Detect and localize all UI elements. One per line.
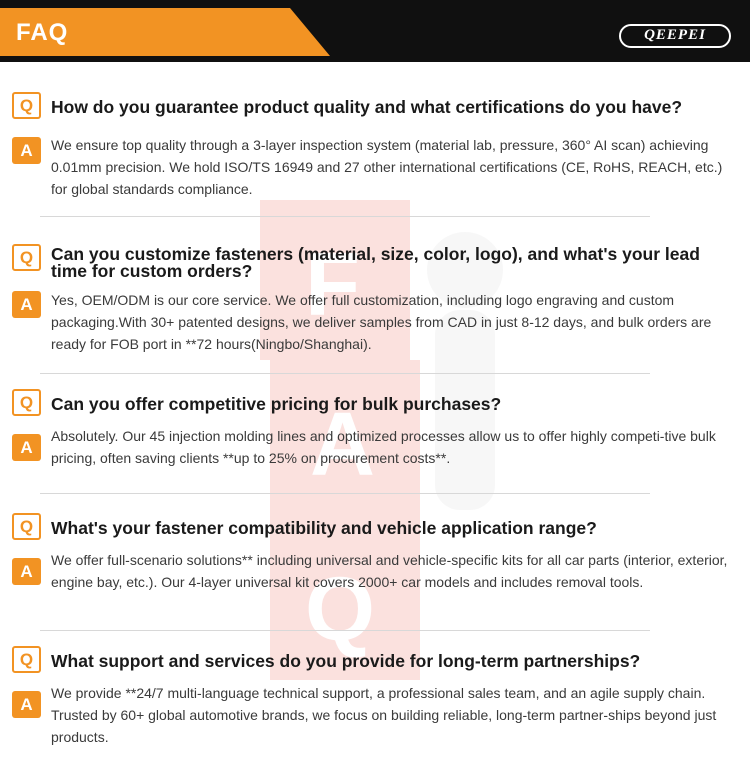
faq-answer: Yes, OEM/ODM is our core service. We offer full customization, including logo engraving and custom packaging.With 30+ patented designs, we deliver samples from CAD in just 8-12 days, and bulk orders are ready for FOB port in **72 hours(Ningbo/Shanghai). xyxy=(51,292,712,352)
divider xyxy=(40,216,650,217)
watermark-letter-a: A xyxy=(310,395,375,495)
faq-question: Can you customize fasteners (material, size, color, logo), and what's your lead time for custom orders? xyxy=(51,244,700,281)
divider xyxy=(40,493,650,494)
watermark-letter-f: F xyxy=(305,235,360,335)
header-bar xyxy=(0,0,750,62)
faq-question: What's your fastener compatibility and vehicle application range? xyxy=(51,518,597,538)
question-badge: Q xyxy=(12,389,41,416)
watermark-letter-q: Q xyxy=(305,560,376,660)
question-badge: Q xyxy=(12,646,41,673)
question-badge: Q xyxy=(12,244,41,271)
brand-logo xyxy=(619,24,731,48)
answer-badge: A xyxy=(12,558,41,585)
divider xyxy=(40,630,650,631)
faq-answer: We offer full-scenario solutions** including universal and vehicle-specific kits for all car parts (interior, exterior, engine bay, etc.). Our 4-layer universal kit covers 2000+ car models and includes removal tools. xyxy=(51,552,728,590)
faq-question: How do you guarantee product quality and what certifications do you have? xyxy=(51,97,683,117)
brand-logo-text: QEEPEI xyxy=(644,27,706,43)
answer-badge: A xyxy=(12,137,41,164)
answer-badge: A xyxy=(12,291,41,318)
answer-badge: A xyxy=(12,434,41,461)
page-title: FAQ xyxy=(16,19,69,46)
faq-answer: We ensure top quality through a 3-layer inspection system (material lab, pressure, 360° AI scan) achieving 0.01mm precision. We hold ISO/TS 16949 and 27 other international certifications (CE, RoHS, REACH, etc.) for global standards compliance. xyxy=(51,137,723,197)
divider xyxy=(40,373,650,374)
faq-question: Can you offer competitive pricing for bulk purchases? xyxy=(51,394,502,414)
faq-answer: Absolutely. Our 45 injection molding lines and optimized processes allow us to offer highly competi-tive bulk pricing, often saving clients **up to 25% on procurement costs**. xyxy=(51,428,716,466)
question-badge: Q xyxy=(12,513,41,540)
answer-badge: A xyxy=(12,691,41,718)
faq-question: What support and services do you provide for long-term partnerships? xyxy=(51,651,641,671)
faq-answer: We provide **24/7 multi-language technical support, a professional sales team, and an agile supply chain. Trusted by 60+ global automotive brands, we focus on building reliable, long-term partner-ships beyond just products. xyxy=(51,685,717,745)
question-badge: Q xyxy=(12,92,41,119)
